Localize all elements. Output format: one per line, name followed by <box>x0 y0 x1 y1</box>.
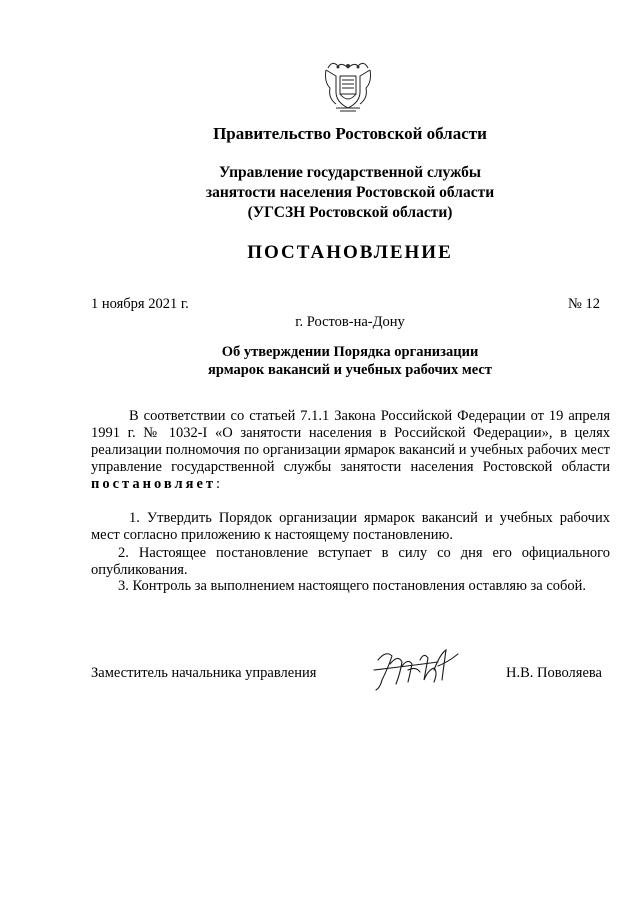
document-city: г. Ростов-на-Дону <box>295 314 405 330</box>
document-subject <box>0 343 640 379</box>
government-heading: Правительство Ростовской области <box>213 124 487 143</box>
document-type-title: ПОСТАНОВЛЕНИЕ <box>247 242 453 263</box>
resolves-keyword: постановляет <box>91 476 217 492</box>
subject-line: ярмарок вакансий и учебных рабочих мест <box>208 362 492 378</box>
signatory-name: Н.В. Поволяева <box>506 665 602 681</box>
coat-of-arms-emblem <box>322 58 374 114</box>
subject-line: Об утверждении Порядка организации <box>221 344 479 360</box>
signatory-role: Заместитель начальника управления <box>91 665 317 681</box>
clause-1: 1. Утвердить Порядок организации ярмарок вакансий и учебных рабочих мест согласно приложению к настоящему постановлению. <box>91 510 610 543</box>
clause-3: 3. Контроль за выполнением настоящего постановления оставляю за собой. <box>118 578 587 594</box>
document-date: 1 ноября 2021 г. <box>91 296 189 312</box>
preamble-paragraph <box>91 408 610 493</box>
department-line: Управление государственной службы <box>219 164 481 181</box>
department-heading <box>0 163 640 223</box>
preamble-text: В соответствии со статьей 7.1.1 Закона Российской Федерации от 19 апреля 1991 г. № 1032-I «О занятости населения в Российской Федерации», в целях реализации полномочия по организации ярмарок вакансий и учебных рабочих мест управление государственной службы занятости населения Ростовской области <box>91 408 610 475</box>
department-abbreviation: (УГСЗН Ростовской области) <box>247 204 453 221</box>
preamble-colon: : <box>216 476 221 492</box>
department-line: занятости населения Ростовской области <box>205 184 495 201</box>
clause-2: 2. Настоящее постановление вступает в силу со дня его официального опубликования. <box>91 545 610 578</box>
handwritten-signature <box>368 640 468 696</box>
document-number: № 12 <box>568 296 600 312</box>
